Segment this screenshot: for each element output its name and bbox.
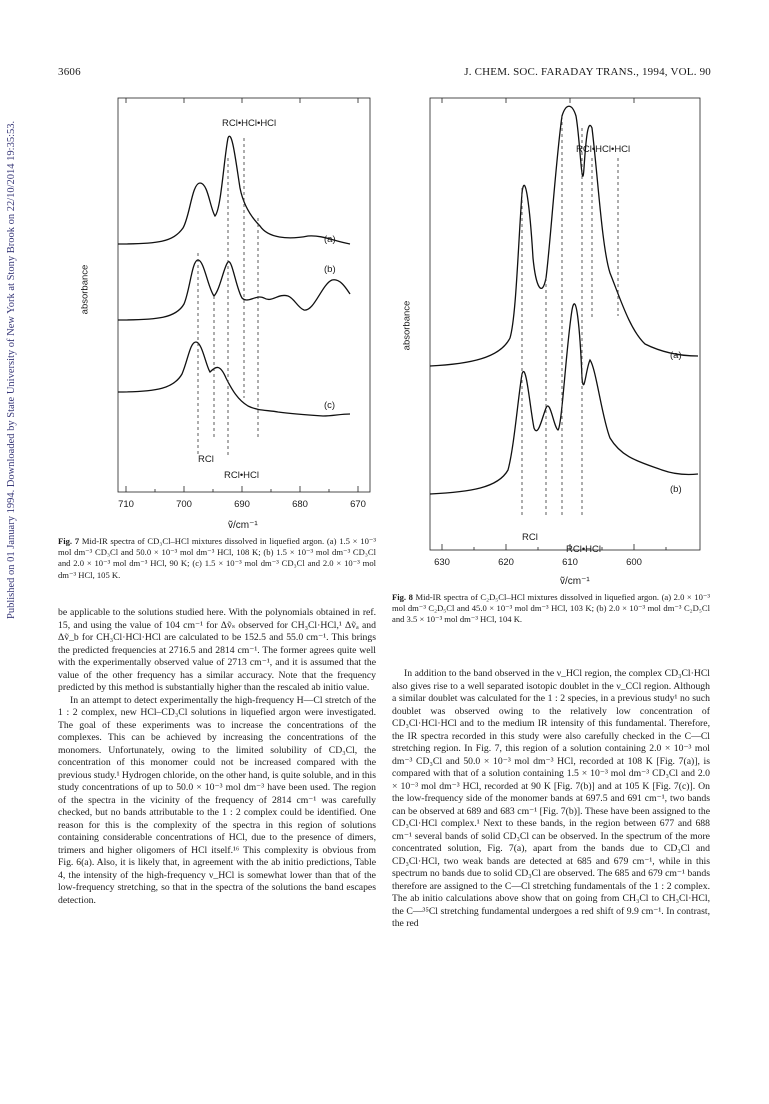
fig7-caption-label: Fig. 7 [58, 536, 80, 546]
fig8-tick-label: 600 [626, 557, 642, 568]
fig7-tick-label: 690 [234, 499, 250, 510]
fig7-label-rclhcl: RCl•HCl [224, 470, 259, 481]
fig8-label-top: RCl•HCl•HCl [576, 144, 631, 155]
fig8-tick-label: 630 [434, 557, 450, 568]
fig7-caption-text: Mid-IR spectra of CD₃Cl–HCl mixtures dissolved in liquefied argon. (a) 1.5 × 10⁻³ mol dm⁻³ CD₃Cl and 50.0 × 10⁻³ mol dm⁻³ HCl, 108 K; (b) 1.5 × 10⁻³ mol dm⁻³ CD₃Cl and 2.0 × 10⁻³ mol dm⁻³ HCl, 90 K; (c) 1.5 × 10⁻³ mol dm⁻³ CD₃Cl and 2.0 × 10⁻³ mol dm⁻³ HCl, 105 K. [58, 536, 376, 580]
fig7-curve-c [118, 342, 350, 416]
fig8-label-rcl: RCl [522, 532, 538, 543]
fig7-tick-label: 670 [350, 499, 366, 510]
fig7-label-a: (a) [324, 234, 336, 245]
fig7-caption [58, 536, 376, 581]
fig7-curve-a [118, 136, 350, 244]
fig8-label-rclhcl: RCl•HCl [566, 544, 601, 555]
fig8-curve-b [430, 304, 698, 494]
figure-7-plot [118, 98, 370, 518]
figure-8 [401, 98, 710, 570]
fig8-label-a: (a) [670, 350, 682, 361]
fig8-curve-a [430, 106, 698, 366]
figure-8-plot [430, 98, 710, 570]
fig7-curve-b [118, 260, 350, 320]
fig8-caption-text: Mid-IR spectra of C₂D₅Cl–HCl mixtures dissolved in liquefied argon. (a) 2.0 × 10⁻³ mol dm⁻³ C₂D₅Cl and 45.0 × 10⁻³ mol dm⁻³ HCl, 103 K; (b) 2.0 × 10⁻³ mol dm⁻³ C₂D₅Cl and 3.5 × 10⁻³ mol dm⁻³ HCl, 104 K. [392, 592, 711, 625]
fig7-tick-label: 710 [118, 499, 134, 510]
fig7-tick-label: 700 [176, 499, 192, 510]
fig7-label-b: (b) [324, 264, 336, 275]
fig7-label-c: (c) [324, 400, 336, 411]
fig8-ylabel: absorbance [401, 300, 413, 351]
figure-7 [79, 98, 370, 518]
fig7-xlabel: ṽ/cm⁻¹ [228, 520, 258, 531]
fig8-tick-label: 620 [498, 557, 514, 568]
fig8-xlabel: ṽ/cm⁻¹ [560, 576, 590, 587]
download-notice: Published on 01 January 1994. Downloaded by State University of New York at Stony Brook on 22/10/2014 19:35:53. [6, 120, 17, 620]
right-column-text [392, 668, 710, 931]
left-column-text [58, 607, 376, 907]
fig7-tick-label: 680 [292, 499, 308, 510]
fig8-label-b: (b) [670, 484, 682, 495]
right-paragraph-1: In addition to the band observed in the ν_HCl region, the complex CD₃Cl·HCl also gives rise to a well separated isotopic doublet in the ν_CCl region. Although a similar doublet was calculated for the 1 : 2 species, in a previous study¹ no such doublet was observed owing to the relatively low concentration of CD₃Cl·HCl·HCl and to the medium IR intensity of this fundamental. Therefore, the IR spectra recorded in this study were also carefully checked in the C—Cl stretching region. In Fig. 7, this region of a solution containing 2.0 × 10⁻³ mol dm⁻³ CD₃Cl and 50.0 × 10⁻³ mol dm⁻³ HCl, recorded at 108 K [Fig. 7(a)], is compared with that of a solution containing 1.5 × 10⁻³ mol dm⁻³ CD₃Cl and 2.0 × 10⁻³ mol dm⁻³ HCl, recorded at 90 K [Fig. 7(b)] and at 105 K [Fig. 7(c)]. On the low-frequency side of the monomer bands at 697.5 and 691 cm⁻¹, two bands can be observed at 689 and 683 cm⁻¹ [Fig. 7(b)]. These have been assigned to the CD₃Cl·HCl complex.¹ Next to these bands, in the region between 677 and 688 cm⁻¹ several bands of solid CD₃Cl can be observed. In the spectrum of the more concentrated solution, Fig. 7(a), apart from the bands due to CD₃Cl and CD₃Cl·HCl, two weak bands are detected at 685 and 679 cm⁻¹, while in this spectrum no bands due to solid CD₃Cl are observed. The 685 and 679 cm⁻¹ bands therefore are assigned to the C—Cl stretching fundamentals of the 1 : 2 complex. The ab initio calculations above show that on going from CH₃Cl to CH₃Cl·HCl, the C—³⁵Cl stretching fundamental undergoes a red shift of 9.9 cm⁻¹. In contrast, the red [392, 668, 710, 929]
fig8-caption [392, 592, 710, 626]
page-number: 3606 [58, 66, 81, 78]
fig7-ylabel: absorbance [79, 264, 91, 315]
fig7-label-rcl: RCl [198, 454, 214, 465]
fig8-caption-label: Fig. 8 [392, 592, 413, 602]
left-paragraph-1: be applicable to the solutions studied here. With the polynomials obtained in ref. 15, and using the value of 104 cm⁻¹ for Δṽₛ observed for CH₃Cl·HCl,¹ Δṽₐ and Δṽ_b for CH₃Cl·HCl·HCl are calculated to be 152.5 and 55.0 cm⁻¹. This brings the predicted frequencies at 2716.5 and 2814 cm⁻¹. The former agrees quite well with the experimentally observed value of 2713 cm⁻¹, and it is assumed that the value of the other frequency has a similar accuracy. Note that the frequency predicted by this method is substantially higher than the rescaled ab initio value. [58, 607, 376, 693]
fig8-tick-label: 610 [562, 557, 578, 568]
journal-header: J. CHEM. SOC. FARADAY TRANS., 1994, VOL. 90 [464, 66, 711, 78]
left-paragraph-2: In an attempt to detect experimentally the high-frequency H—Cl stretch of the 1 : 2 complex, new HCl–CD₃Cl solutions in liquefied argon were investigated. The goal of these experiments was to increase the concentrations of the complexes. This can be achieved by increasing the concentrations of the monomers. Unfortunately, owing to the limited solubility of CD₃Cl, the concentration of this monomer could not be increased compared with the previous study.¹ Hydrogen chloride, on the other hand, is quite soluble, and in this study concentrations of up to 50.0 × 10⁻³ mol dm⁻³ have been used. The region of the spectra in the vicinity of the frequency of 2814 cm⁻¹ was carefully checked, but no bands attributable to the 1 : 2 complex could be identified. One reason for this is the complexity of the spectra in this region of solutions containing considerable concentrations of HCl, due to the presence of dimers, trimers and higher oligomers of HCl itself.¹⁶ This complexity is obvious from Fig. 6(a). Also, it is likely that, in agreement with the ab initio predictions, Table 4, the intensity of the high-frequency ν_HCl is somewhat lower than that of the low-frequency stretching, so that in the spectra of the solutions the band escapes detection. [58, 694, 376, 906]
fig7-label-top: RCl•HCl•HCl [222, 118, 277, 129]
